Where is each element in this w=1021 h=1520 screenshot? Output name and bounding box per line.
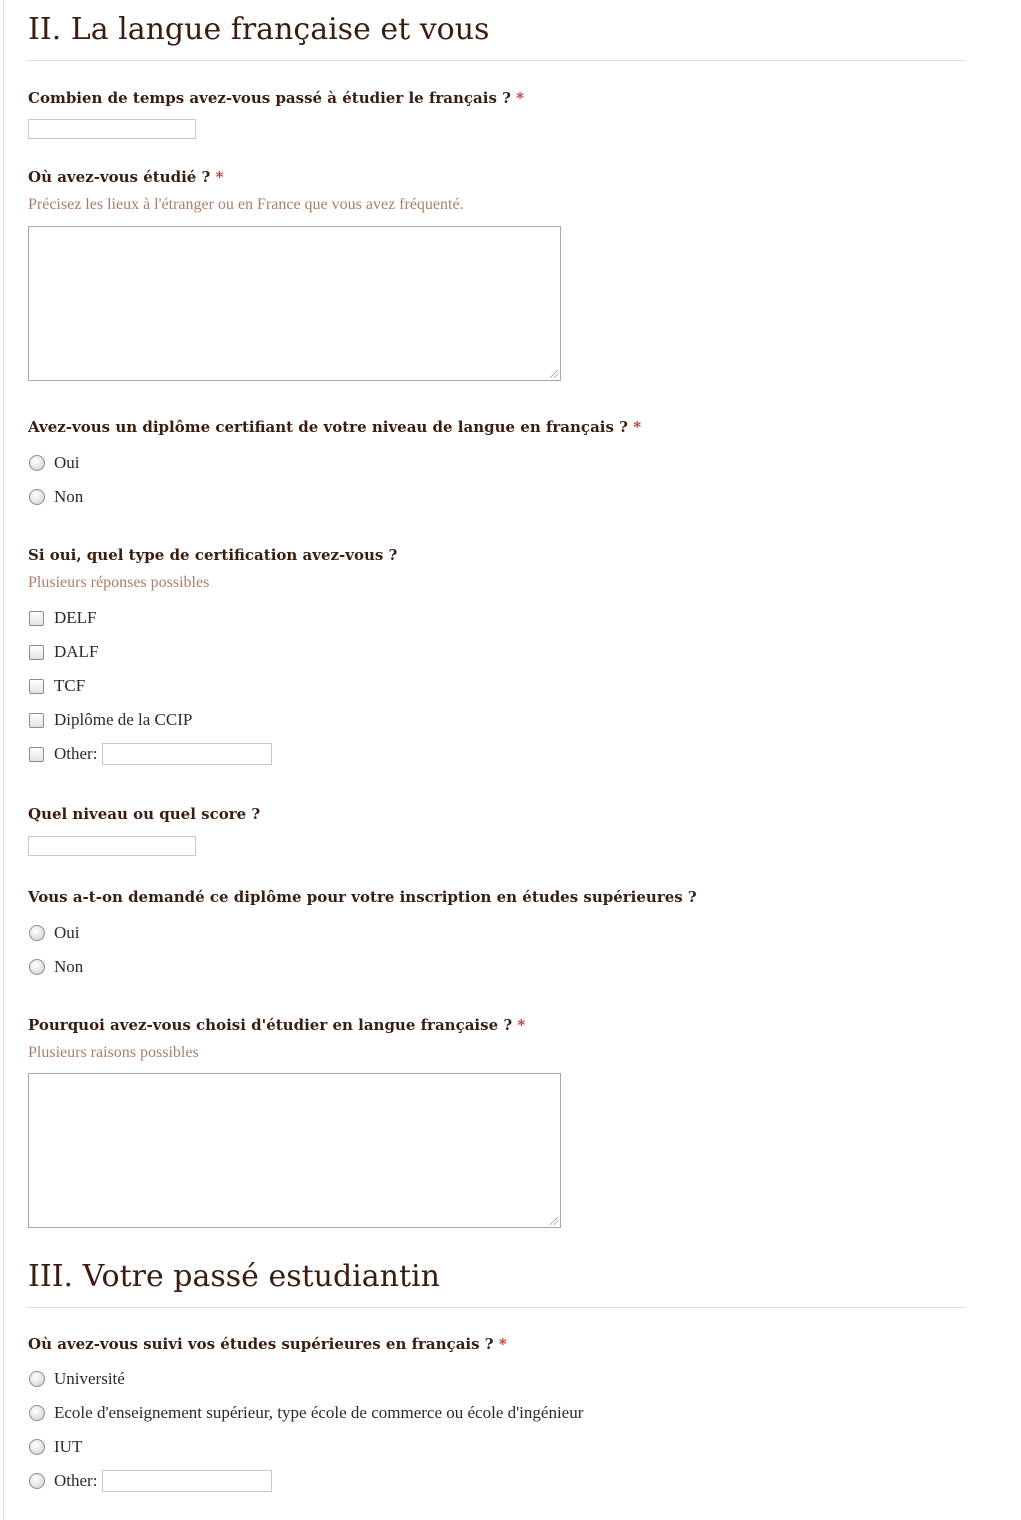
radio-button[interactable] (29, 455, 45, 471)
required-marker: * (215, 168, 224, 186)
checkbox[interactable] (29, 679, 44, 694)
form (28, 0, 968, 1491)
checkbox-option-ccip[interactable]: Diplôme de la CCIP (29, 710, 968, 730)
section-title-2: II. La langue française et vous (28, 12, 490, 47)
other-studies-input[interactable] (102, 1470, 272, 1492)
why-french-textarea[interactable] (28, 1073, 561, 1228)
radio-option-universite[interactable]: Université (29, 1369, 968, 1389)
required-marker: * (633, 418, 642, 436)
resize-handle[interactable] (550, 1217, 558, 1225)
question-label: Vous a-t-on demandé ce diplôme pour votre inscription en études supérieures ? (28, 888, 697, 906)
resize-handle[interactable] (550, 370, 558, 378)
checkbox[interactable] (29, 645, 44, 660)
required-marker: * (516, 89, 525, 107)
checkbox[interactable] (29, 713, 44, 728)
question-time-studied (28, 88, 968, 139)
question-why-french (28, 1015, 968, 1228)
question-higher-studies-place (28, 1334, 968, 1491)
question-level-score (28, 804, 968, 856)
help-text: Plusieurs réponses possibles (28, 574, 210, 591)
question-where-studied (28, 167, 968, 381)
question-label: Quel niveau ou quel score ? (28, 805, 261, 823)
radio-button[interactable] (29, 1371, 45, 1387)
section-divider (28, 1307, 964, 1308)
required-marker: * (517, 1016, 526, 1034)
checkbox-option-tcf[interactable]: TCF (29, 676, 968, 696)
radio-button[interactable] (29, 1439, 45, 1455)
radio-option-oui[interactable]: Oui (29, 453, 968, 473)
radio-option-non[interactable]: Non (29, 957, 968, 977)
question-has-diploma (28, 417, 968, 507)
time-studied-input[interactable] (28, 119, 196, 139)
radio-button[interactable] (29, 925, 45, 941)
radio-option-non[interactable]: Non (29, 487, 968, 507)
checkbox-option-dalf[interactable]: DALF (29, 642, 968, 662)
other-certification-input[interactable] (102, 743, 272, 765)
radio-option-iut[interactable]: IUT (29, 1437, 968, 1457)
help-text: Précisez les lieux à l'étranger ou en France que vous avez fréquenté. (28, 196, 464, 213)
question-label: Où avez-vous étudié ? * (28, 168, 224, 186)
checkbox-option-delf[interactable]: DELF (29, 608, 968, 628)
where-studied-textarea[interactable] (28, 226, 561, 381)
help-text: Plusieurs raisons possibles (28, 1044, 199, 1061)
question-label: Avez-vous un diplôme certifiant de votre niveau de langue en français ? * (28, 418, 642, 436)
question-label: Où avez-vous suivi vos études supérieures en français ? * (28, 1335, 507, 1353)
required-marker: * (498, 1335, 507, 1353)
checkbox[interactable] (29, 747, 44, 762)
question-label: Pourquoi avez-vous choisi d'étudier en langue française ? * (28, 1016, 526, 1034)
question-certification-type (28, 545, 968, 764)
section-title-3: III. Votre passé estudiantin (28, 1259, 440, 1294)
level-score-input[interactable] (28, 836, 196, 856)
radio-button[interactable] (29, 489, 45, 505)
question-label: Combien de temps avez-vous passé à étudier le français ? * (28, 89, 525, 107)
question-label: Si oui, quel type de certification avez-vous ? (28, 546, 398, 564)
page-left-border (3, 0, 4, 1520)
radio-option-oui[interactable]: Oui (29, 923, 968, 943)
radio-button[interactable] (29, 959, 45, 975)
question-diploma-required (28, 887, 968, 977)
checkbox[interactable] (29, 611, 44, 626)
radio-button[interactable] (29, 1473, 45, 1489)
section-divider (28, 60, 964, 61)
radio-button[interactable] (29, 1405, 45, 1421)
radio-option-ecole[interactable]: Ecole d'enseignement supérieur, type école de commerce ou école d'ingénieur (29, 1403, 968, 1423)
checkbox-option-other[interactable]: Other: (29, 744, 968, 764)
radio-option-other[interactable]: Other: (29, 1471, 968, 1491)
